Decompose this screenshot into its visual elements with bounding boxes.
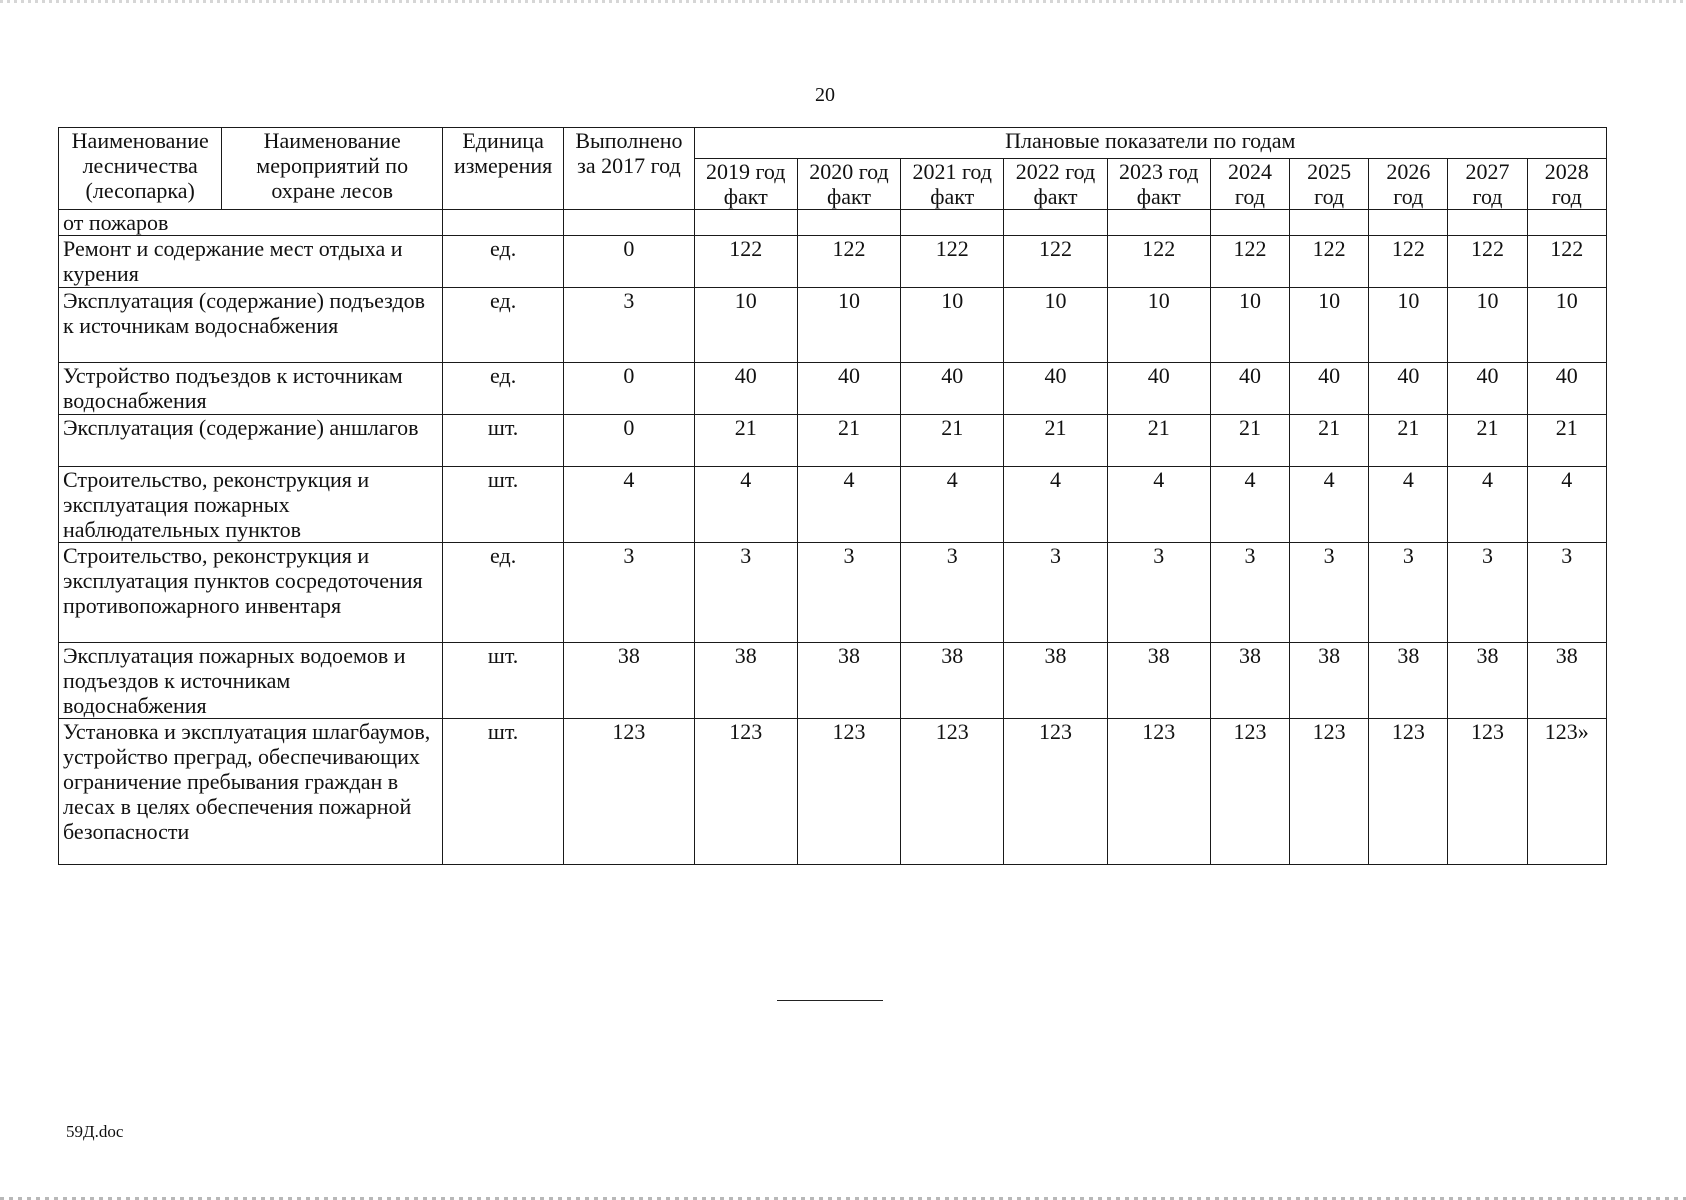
unit-cell: шт. [442,719,563,865]
unit-cell: ед. [442,543,563,643]
year-value-cell: 123» [1527,719,1606,865]
done-2017-cell: 123 [564,719,694,865]
year-value-cell: 4 [797,467,900,543]
year-value-cell: 3 [694,543,797,643]
activity-name: Установка и эксплуатация шлагбаумов, устройство преград, обеспечивающих ограничение пребывания граждан в лесах в целях обеспечения пожарной безопасности [59,719,443,865]
done-2017-cell: 38 [564,643,694,719]
scan-edge-top [0,0,1686,3]
year-value-cell: 21 [694,415,797,467]
year-value-cell: 10 [1448,288,1527,363]
year-value-cell: 10 [1004,288,1107,363]
continuation-text: от пожаров [59,210,443,236]
year-value-cell: 38 [1210,643,1289,719]
year-value-cell: 21 [1448,415,1527,467]
empty-cell [1369,210,1448,236]
year-value-cell: 3 [901,543,1004,643]
year-value-cell: 123 [1004,719,1107,865]
year-value-cell: 40 [1210,363,1289,415]
year-value-cell: 4 [1107,467,1210,543]
unit-cell: ед. [442,363,563,415]
done-2017-cell: 4 [564,467,694,543]
activity-name: Эксплуатация (содержание) подъездов к источникам водоснабжения [59,288,443,363]
header-activities: Наименование мероприятий по охране лесов [222,128,443,210]
year-value-cell: 123 [1369,719,1448,865]
header-year: 2020 год факт [797,159,900,210]
year-value-cell: 21 [1107,415,1210,467]
year-value-cell: 10 [1369,288,1448,363]
year-value-cell: 3 [1107,543,1210,643]
year-value-cell: 21 [1369,415,1448,467]
header-year: 2019 год факт [694,159,797,210]
year-value-cell: 38 [797,643,900,719]
footer-filename: 59Д.doc [66,1122,124,1141]
year-value-cell: 122 [1369,236,1448,288]
year-value-cell: 122 [901,236,1004,288]
unit-cell: ед. [442,236,563,288]
year-value-cell: 40 [1290,363,1369,415]
empty-cell [901,210,1004,236]
year-value-cell: 3 [797,543,900,643]
empty-cell [1527,210,1606,236]
year-value-cell: 122 [1004,236,1107,288]
done-2017-cell: 0 [564,415,694,467]
done-2017-cell: 0 [564,363,694,415]
year-value-cell: 38 [1004,643,1107,719]
year-value-cell: 122 [1210,236,1289,288]
year-value-cell: 40 [1004,363,1107,415]
table-row [59,719,1607,865]
empty-cell [694,210,797,236]
year-value-cell: 40 [1527,363,1606,415]
year-value-cell: 3 [1004,543,1107,643]
year-value-cell: 3 [1210,543,1289,643]
plan-table [58,127,1607,865]
header-year: 2025 год [1290,159,1369,210]
empty-cell [1107,210,1210,236]
year-value-cell: 4 [1210,467,1289,543]
empty-cell [442,210,563,236]
year-value-cell: 10 [1107,288,1210,363]
table-row [59,543,1607,643]
year-value-cell: 123 [694,719,797,865]
year-value-cell: 38 [1369,643,1448,719]
year-value-cell: 40 [1369,363,1448,415]
year-value-cell: 38 [1290,643,1369,719]
header-done: Выполнено за 2017 год [564,128,694,210]
year-value-cell: 38 [901,643,1004,719]
header-year: 2023 год факт [1107,159,1210,210]
empty-cell [564,210,694,236]
year-value-cell: 21 [1210,415,1289,467]
year-value-cell: 122 [1527,236,1606,288]
year-value-cell: 21 [1290,415,1369,467]
year-value-cell: 123 [1210,719,1289,865]
year-value-cell: 123 [797,719,900,865]
activity-name: Строительство, реконструкция и эксплуатация пожарных наблюдательных пунктов [59,467,443,543]
year-value-cell: 10 [694,288,797,363]
year-value-cell: 122 [694,236,797,288]
activity-name: Эксплуатация пожарных водоемов и подъездов к источникам водоснабжения [59,643,443,719]
year-value-cell: 38 [694,643,797,719]
unit-cell: шт. [442,643,563,719]
year-value-cell: 122 [1448,236,1527,288]
year-value-cell: 40 [901,363,1004,415]
header-row-1 [59,128,1607,159]
table-row [59,467,1607,543]
year-value-cell: 10 [1210,288,1289,363]
year-value-cell: 21 [901,415,1004,467]
year-value-cell: 4 [1004,467,1107,543]
header-year: 2024 год [1210,159,1289,210]
unit-cell: шт. [442,415,563,467]
activity-name: Ремонт и содержание мест отдыха и курения [59,236,443,288]
year-value-cell: 4 [1290,467,1369,543]
year-value-cell: 123 [1107,719,1210,865]
empty-cell [1004,210,1107,236]
year-value-cell: 10 [901,288,1004,363]
empty-cell [797,210,900,236]
year-value-cell: 40 [1107,363,1210,415]
year-value-cell: 122 [797,236,900,288]
year-value-cell: 3 [1448,543,1527,643]
year-value-cell: 4 [1527,467,1606,543]
year-value-cell: 21 [1004,415,1107,467]
year-value-cell: 4 [901,467,1004,543]
year-value-cell: 10 [1290,288,1369,363]
empty-cell [1448,210,1527,236]
table-row [59,415,1607,467]
year-value-cell: 10 [1527,288,1606,363]
year-value-cell: 122 [1290,236,1369,288]
year-value-cell: 40 [1448,363,1527,415]
empty-cell [1290,210,1369,236]
table-row [59,643,1607,719]
year-value-cell: 40 [694,363,797,415]
year-value-cell: 3 [1527,543,1606,643]
continuation-row [59,210,1607,236]
year-value-cell: 123 [1448,719,1527,865]
table-row [59,288,1607,363]
activity-name: Строительство, реконструкция и эксплуатация пунктов сосредоточения противопожарного инвентаря [59,543,443,643]
year-value-cell: 123 [1290,719,1369,865]
year-value-cell: 38 [1107,643,1210,719]
table-row [59,236,1607,288]
header-forestry: Наименование лесничества (лесопарка) [59,128,222,210]
year-value-cell: 21 [1527,415,1606,467]
header-year: 2022 год факт [1004,159,1107,210]
unit-cell: ед. [442,288,563,363]
year-value-cell: 122 [1107,236,1210,288]
header-year: 2021 год факт [901,159,1004,210]
year-value-cell: 10 [797,288,900,363]
activity-name: Эксплуатация (содержание) аншлагов [59,415,443,467]
table-row [59,363,1607,415]
year-value-cell: 4 [1448,467,1527,543]
page-number: 20 [815,84,835,106]
year-value-cell: 38 [1527,643,1606,719]
closing-divider [777,1000,883,1001]
header-year: 2026 год [1369,159,1448,210]
year-value-cell: 4 [694,467,797,543]
year-value-cell: 38 [1448,643,1527,719]
year-value-cell: 40 [797,363,900,415]
header-plan: Плановые показатели по годам [694,128,1606,159]
year-value-cell: 3 [1369,543,1448,643]
year-value-cell: 3 [1290,543,1369,643]
unit-cell: шт. [442,467,563,543]
year-value-cell: 21 [797,415,900,467]
done-2017-cell: 3 [564,288,694,363]
year-value-cell: 4 [1369,467,1448,543]
year-value-cell: 123 [901,719,1004,865]
activity-name: Устройство подъездов к источникам водоснабжения [59,363,443,415]
done-2017-cell: 3 [564,543,694,643]
header-unit: Единица измерения [442,128,563,210]
header-year: 2028 год [1527,159,1606,210]
header-year: 2027 год [1448,159,1527,210]
done-2017-cell: 0 [564,236,694,288]
empty-cell [1210,210,1289,236]
